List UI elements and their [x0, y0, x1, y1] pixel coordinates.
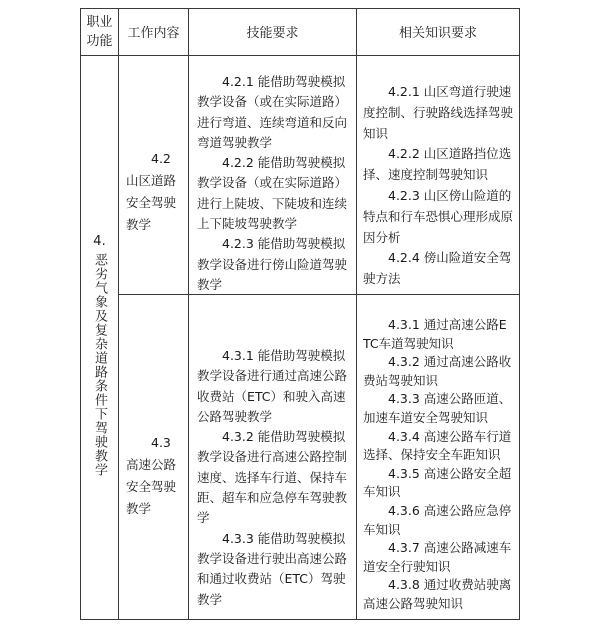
row2-knowledge-1: 4.3.1 通过高速公路ETC车道驾驶知识	[363, 317, 507, 351]
function-cell	[81, 234, 118, 477]
row2-knowledge-2: 4.3.2 通过高速公路收费站驾驶知识	[363, 354, 512, 388]
column-divider-1	[118, 8, 119, 620]
row2-knowledge-7: 4.3.7 高速公路减速车道安全行驶知识	[363, 540, 512, 574]
column-divider-3	[356, 8, 357, 620]
row2-knowledge	[363, 316, 513, 614]
row1-knowledge	[363, 82, 513, 290]
row1-skill-3: 4.2.3 能借助驾驶模拟教学设备进行傍山险道驾驶教学	[197, 236, 348, 292]
row2-skill-2: 4.3.2 能借助驾驶模拟教学设备进行高速公路控制速度、选择车行道、保持车距、超车和应急停车驾驶教学	[197, 429, 348, 526]
row2-knowledge-6: 4.3.6 高速公路应急停车知识	[363, 502, 512, 537]
table-border-top	[80, 8, 520, 9]
table-border-right	[519, 8, 520, 620]
row1-skill-1: 4.2.1 能借助驾驶模拟教学设备（或在实际道路）进行弯道、连续弯道和反向弯道驾驶教学	[197, 74, 348, 150]
row2-knowledge-3: 4.3.3 高速公路匝道、加速车道安全驾驶知识	[363, 391, 512, 425]
row1-skills	[197, 72, 350, 295]
header-knowledge: 相关知识要求	[398, 26, 477, 41]
header-function-line2: 功能	[86, 34, 113, 49]
function-number: 4.	[93, 234, 106, 249]
row1-knowledge-1: 4.2.1 山区弯道行驶速度控制、行驶路线选择驾驶知识	[363, 84, 514, 141]
row2-content	[126, 432, 184, 520]
row2-content-text: 4.3 高速公路安全驾驶教学	[126, 435, 177, 516]
header-skill: 技能要求	[246, 26, 299, 41]
header-function	[81, 13, 118, 51]
row2-skills	[197, 346, 350, 610]
row2-knowledge-4: 4.3.4 高速公路车行道选择、保持安全车距知识	[363, 428, 512, 463]
column-divider-2	[188, 8, 189, 620]
row2-skill-3: 4.3.3 能借助驾驶模拟教学设备进行驶出高速公路和通过收费站（ETC）驾驶教学	[197, 530, 348, 607]
function-text: 恶劣气象及复杂道路条件下驾驶教学	[92, 253, 107, 477]
row1-content	[126, 148, 184, 236]
table-border-bottom	[80, 619, 520, 620]
row1-knowledge-2: 4.2.2 山区道路挡位选择、速度控制驾驶知识	[363, 146, 512, 183]
header-function-line1: 职业	[86, 15, 113, 30]
row1-skill-2: 4.2.2 能借助驾驶模拟教学设备（或在实际道路）进行上陡坡、下陡坡和连续上下陡坡驾驶教学	[197, 155, 348, 232]
row1-knowledge-3: 4.2.3 山区傍山险道的特点和行车恐惧心理形成原因分析	[363, 187, 514, 245]
row1-knowledge-4: 4.2.4 傍山险道安全驾驶方法	[363, 250, 512, 287]
row2-skill-1: 4.3.1 能借助驾驶模拟教学设备进行通过高速公路收费站（ETC）和驶入高速公路驾驶教学	[197, 348, 348, 424]
row2-knowledge-8: 4.3.8 通过收费站驶离高速公路驾驶知识	[363, 577, 512, 611]
header-content: 工作内容	[127, 26, 180, 41]
row2-knowledge-5: 4.3.5 高速公路安全超车知识	[363, 465, 512, 500]
header-divider	[80, 55, 520, 56]
row1-content-text: 4.2 山区道路安全驾驶教学	[126, 151, 177, 232]
